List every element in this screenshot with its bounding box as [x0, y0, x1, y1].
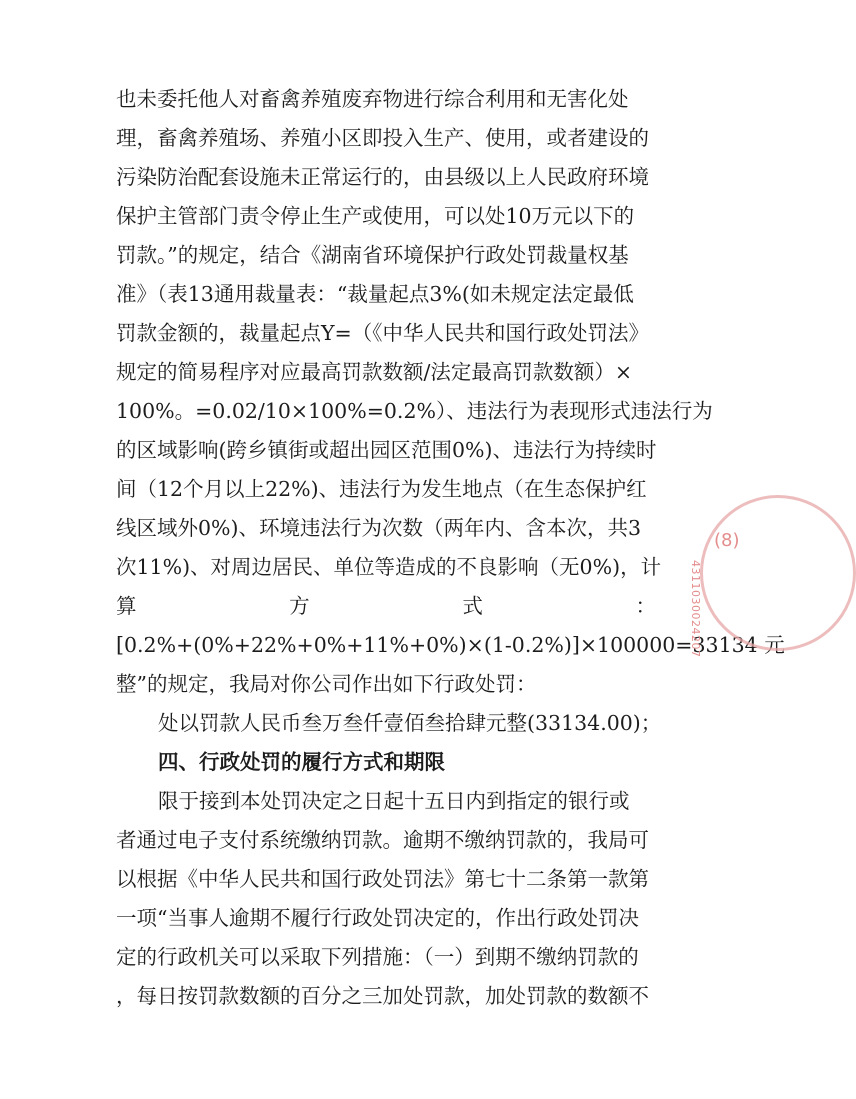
formula-word: 算	[116, 594, 137, 618]
text-line: 的区域影响(跨乡镇街或超出园区范围0%)、违法行为持续时	[116, 438, 657, 462]
text-line: 者通过电子支付系统缴纳罚款。逾期不缴纳罚款的，我局可	[116, 828, 649, 852]
official-seal-icon	[700, 495, 856, 651]
section-heading: 四、行政处罚的履行方式和期限	[158, 750, 445, 774]
seal-number: 4311030024207	[689, 560, 702, 658]
text-line: 保护主管部门责令停止生产或使用，可以处10万元以下的	[116, 204, 635, 228]
text-line: 以根据《中华人民共和国行政处罚法》第七十二条第一款第	[116, 867, 649, 891]
text-line: 也未委托他人对畜禽养殖废弃物进行综合利用和无害化处	[116, 87, 629, 111]
text-line: 罚款。”的规定，结合《湖南省环境保护行政处罚裁量权基	[116, 243, 629, 267]
formula-line: [0.2%+(0%+22%+0%+11%+0%)×(1-0.2%)]×100000=33134 元	[116, 633, 785, 657]
text-line: 线区域外0%)、环境违法行为次数（两年内、含本次，共3	[116, 516, 642, 540]
text-line: 准》（表13通用裁量表：“裁量起点3%(如未规定法定最低	[116, 282, 634, 306]
text-line: ，每日按罚款数额的百分之三加处罚款，加处罚款的数额不	[116, 984, 649, 1008]
formula-word: 方	[289, 594, 310, 618]
penalty-line: 处以罚款人民币叁万叁仟壹佰叁拾肆元整(33134.00)；	[158, 711, 662, 735]
text-line: 污染防治配套设施未正常运行的，由县级以上人民政府环境	[116, 165, 649, 189]
text-line: 100%。=0.02/10×100%=0.2%）、违法行为表现形式违法行为	[116, 399, 713, 423]
text-line: 定的行政机关可以采取下列措施：（一）到期不缴纳罚款的	[116, 945, 639, 969]
text-line: 一项“当事人逾期不履行行政处罚决定的，作出行政处罚决	[116, 906, 639, 930]
text-line: 理，畜禽养殖场、养殖小区即投入生产、使用，或者建设的	[116, 126, 649, 150]
text-line: 整”的规定，我局对你公司作出如下行政处罚：	[116, 672, 537, 696]
formula-label-line	[116, 593, 656, 619]
text-line: 规定的简易程序对应最高罚款数额/法定最高罚款数额）×	[116, 360, 633, 384]
text-line: 次11%)、对周边居民、单位等造成的不良影响（无0%)，计	[116, 555, 662, 579]
text-line: 间（12个月以上22%)、违法行为发生地点（在生态保护红	[116, 477, 647, 501]
text-line: 限于接到本处罚决定之日起十五日内到指定的银行或	[158, 789, 630, 813]
seal-mark: (8)	[714, 530, 740, 551]
text-line: 罚款金额的，裁量起点Y=（《中华人民共和国行政处罚法》	[116, 321, 649, 345]
formula-word: ：	[635, 594, 656, 618]
formula-word: 式	[462, 594, 483, 618]
